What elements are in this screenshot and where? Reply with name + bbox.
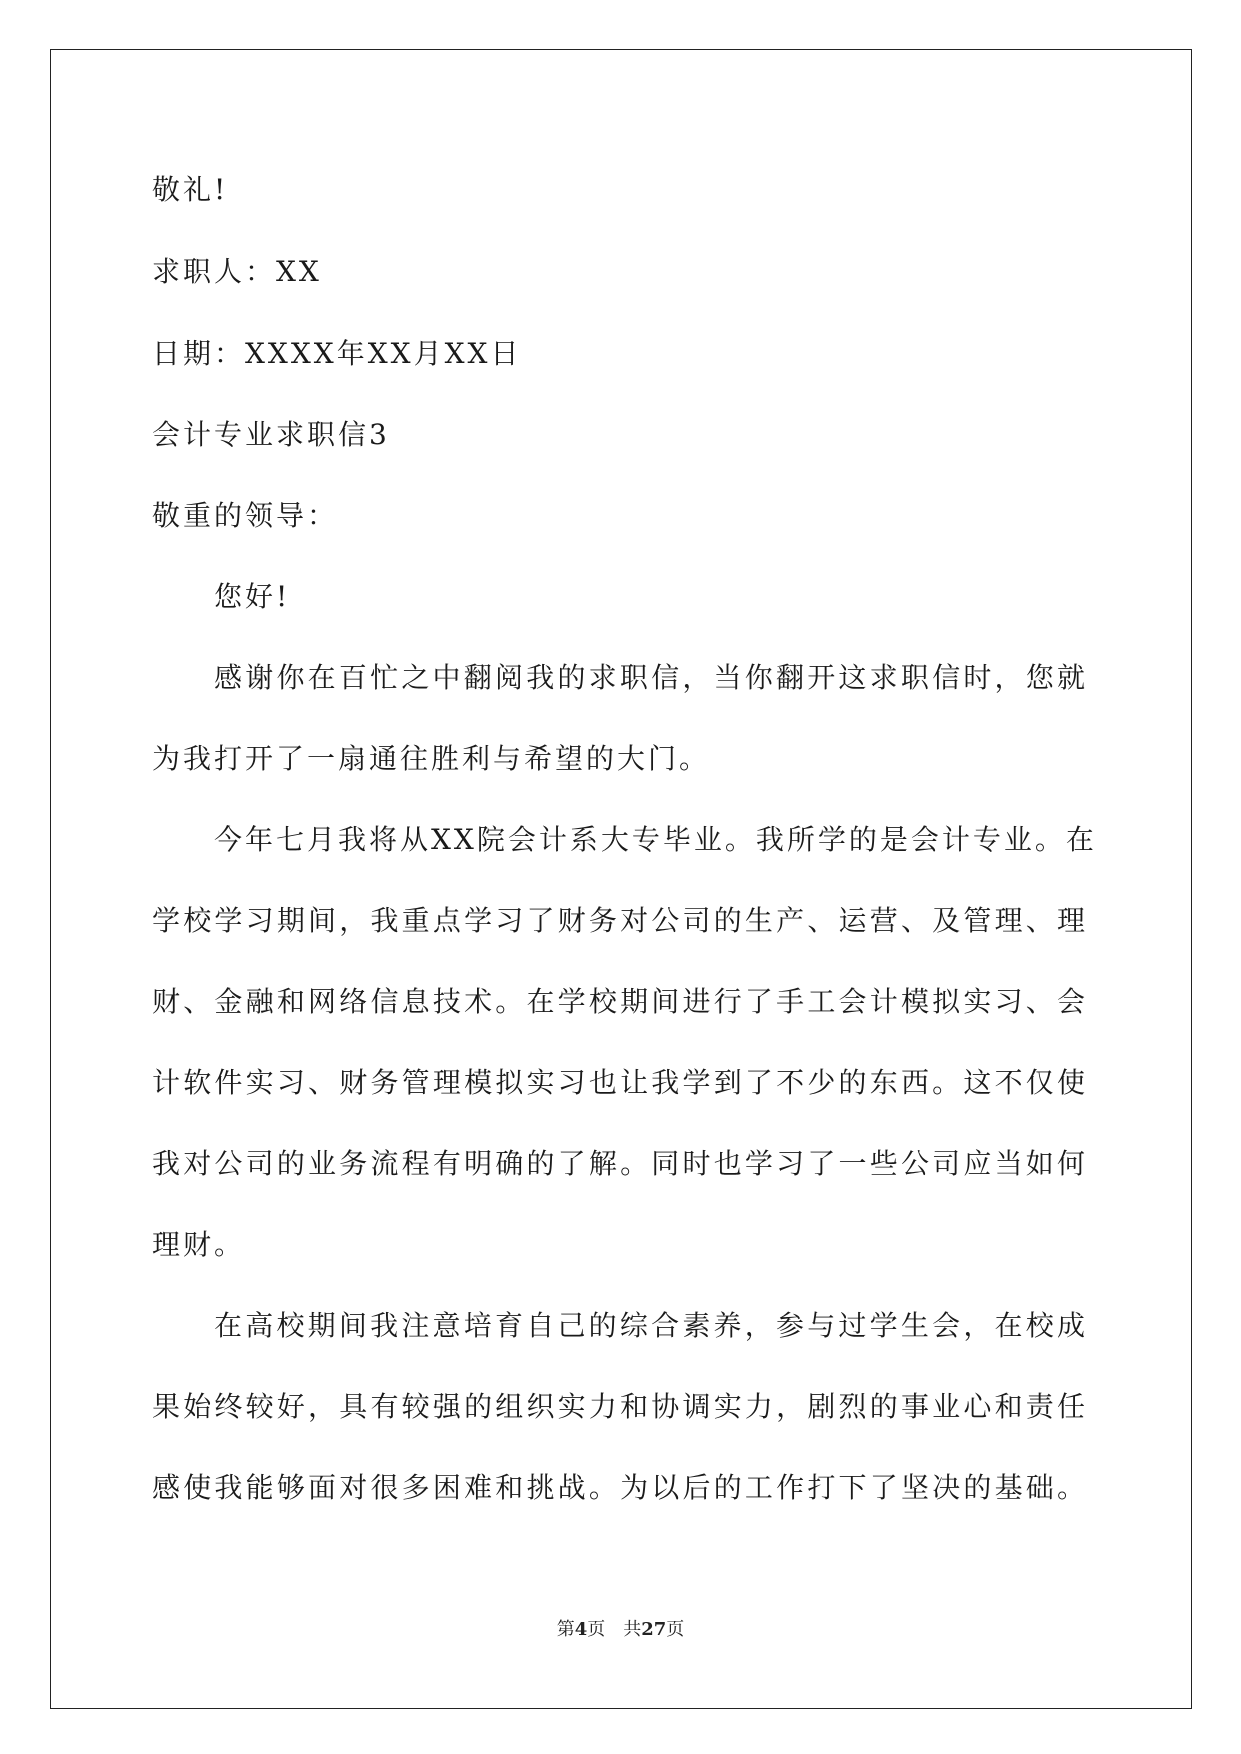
total-prefix: 共: [623, 1619, 642, 1640]
page-total: 27: [641, 1619, 667, 1640]
paragraph-2-line-5: 我对公司的业务流程有明确的了解。同时也学习了一些公司应当如何: [152, 1147, 1088, 1180]
paragraph-2-line-2: 学校学习期间，我重点学习了财务对公司的生产、运营、及管理、理: [152, 904, 1088, 937]
paragraph-2-line-6: 理财。: [152, 1228, 246, 1261]
paragraph-2-line-1: 今年七月我将从XX院会计系大专毕业。我所学的是会计专业。在: [214, 823, 1097, 856]
paragraph-1-line-2: 为我打开了一扇通往胜利与希望的大门。: [152, 742, 711, 775]
greeting-line: 您好!: [214, 580, 291, 613]
total-suffix: 页: [666, 1619, 685, 1640]
page-border: [50, 49, 1192, 1709]
section-title: 会计专业求职信3: [152, 418, 390, 451]
paragraph-1-line-1: 感谢你在百忙之中翻阅我的求职信，当你翻开这求职信时，您就: [214, 661, 1088, 694]
salutation-line: 敬重的领导：: [152, 499, 339, 532]
applicant-line: 求职人：XX: [152, 255, 322, 288]
paragraph-3-line-3: 感使我能够面对很多困难和挑战。为以后的工作打下了坚决的基础。: [152, 1471, 1088, 1504]
page-prefix: 第: [556, 1619, 575, 1640]
paragraph-3-line-1: 在高校期间我注意培育自己的综合素养，参与过学生会，在校成: [214, 1309, 1088, 1342]
page-suffix: 页: [587, 1619, 606, 1640]
page-current: 4: [574, 1619, 588, 1640]
page-footer: [0, 1618, 1241, 1642]
paragraph-3-line-2: 果始终较好，具有较强的组织实力和协调实力，剧烈的事业心和责任: [152, 1390, 1088, 1423]
closing-line: 敬礼!: [152, 173, 229, 206]
paragraph-2-line-3: 财、金融和网络信息技术。在学校期间进行了手工会计模拟实习、会: [152, 985, 1088, 1018]
paragraph-2-line-4: 计软件实习、财务管理模拟实习也让我学到了不少的东西。这不仅使: [152, 1066, 1088, 1099]
date-line: 日期：XXXX年XX月XX日: [152, 337, 522, 370]
